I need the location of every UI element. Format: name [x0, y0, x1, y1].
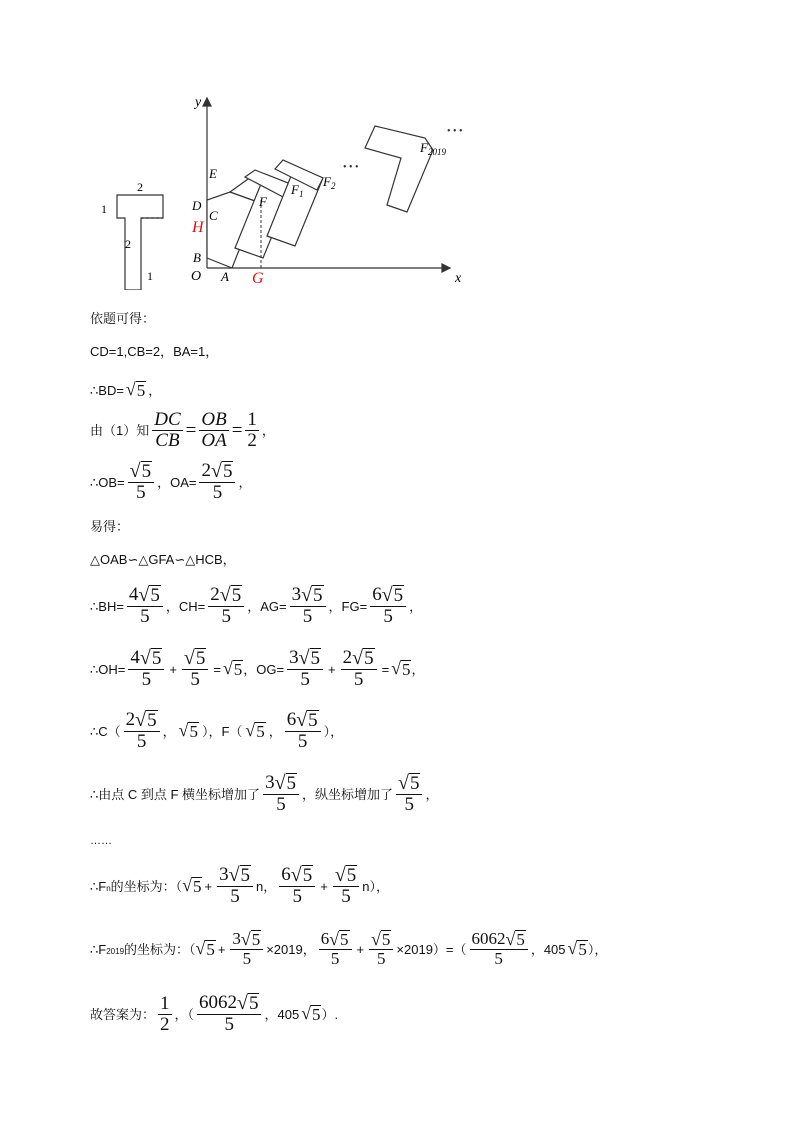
- t-shape-outline: [117, 195, 163, 290]
- y-axis-label: y: [195, 95, 202, 110]
- label-G: G: [252, 270, 264, 287]
- line-9: ∴OH= 4 √ 5 5 + √ 5 5 = √ 5 ，OG= 3 √ 5 5 + 2 √ 5 5 = √ 5 ，: [90, 646, 425, 690]
- line-14: ∴F 2019 的坐标为：（ √ 5 + 3 √ 5 5 ×2019， 6 √ 5 5 + √ 5 5 ×2019）=（ 6062 √ 5 5 ，405 √ 5 ），: [90, 928, 608, 968]
- label-C: C: [209, 208, 218, 223]
- rect-2019: [365, 126, 433, 212]
- label-F2019: $F_{2019}$: [420, 140, 446, 157]
- label-D: D: [192, 198, 202, 213]
- dim-top: 2: [137, 180, 143, 194]
- dim-left: 1: [101, 202, 107, 216]
- dim-bottom: 1: [147, 269, 153, 283]
- line-15: 故答案为： $\frac{1}{2}$ ，（ 6062 √ 5 5 ，405 √ 5 ）.: [90, 991, 339, 1035]
- line-3: ∴BD= √ 5 ，: [90, 379, 162, 400]
- label-F1: $F_1$: [291, 182, 304, 199]
- dots-1: • • •: [343, 162, 359, 173]
- line-7: △OAB∽△GFA∽△HCB，: [90, 552, 236, 567]
- origin-label: O: [191, 269, 202, 284]
- line-4: 由（1）知 $\frac{DC}{CB}$ = $\frac{OB}{OA}$ = $\frac{1}{2}$ ，: [90, 408, 275, 451]
- line-1: 依题可得：: [90, 311, 156, 326]
- dim-middle: 2: [125, 237, 131, 251]
- label-B: B: [193, 250, 201, 265]
- label-A: A: [221, 269, 229, 284]
- label-F: F: [259, 194, 267, 209]
- line-6: 易得：: [90, 519, 130, 534]
- line-2: CD=1,CB=2，BA=1，: [90, 344, 219, 359]
- line-5: ∴OB= √ 5 5 ，OA= 2 √ 5 5 ，: [90, 459, 252, 503]
- line-12: ……: [90, 835, 112, 847]
- line-8: ∴BH= 4 √ 5 5 ，CH= 2 √ 5 5 ，AG= 3 √ 5 5 ，FG= 6 √ 5 5 ，: [90, 583, 423, 627]
- dots-2: • • •: [447, 126, 463, 137]
- label-F2: $F_2$: [323, 174, 336, 191]
- line-13: ∴F n 的坐标为：（ √ 5 + 3 √ 5 5 n， 6 √ 5 5 + √ 5 5 n），: [90, 863, 389, 907]
- t-shape-net: [117, 195, 163, 290]
- label-E: E: [209, 166, 217, 181]
- x-axis-label: x: [455, 271, 462, 286]
- line-10: ∴C（ 2 √ 5 5 ， √ 5 ），F（ √ 5 ， 6 √ 5 5 ），: [90, 708, 344, 752]
- label-H: H: [192, 219, 204, 236]
- geometry-figure: [95, 90, 485, 290]
- line-11: ∴由点 C 到点 F 横坐标增加了 3 √ 5 5 ，纵坐标增加了 √ 5 5 ，: [90, 771, 439, 815]
